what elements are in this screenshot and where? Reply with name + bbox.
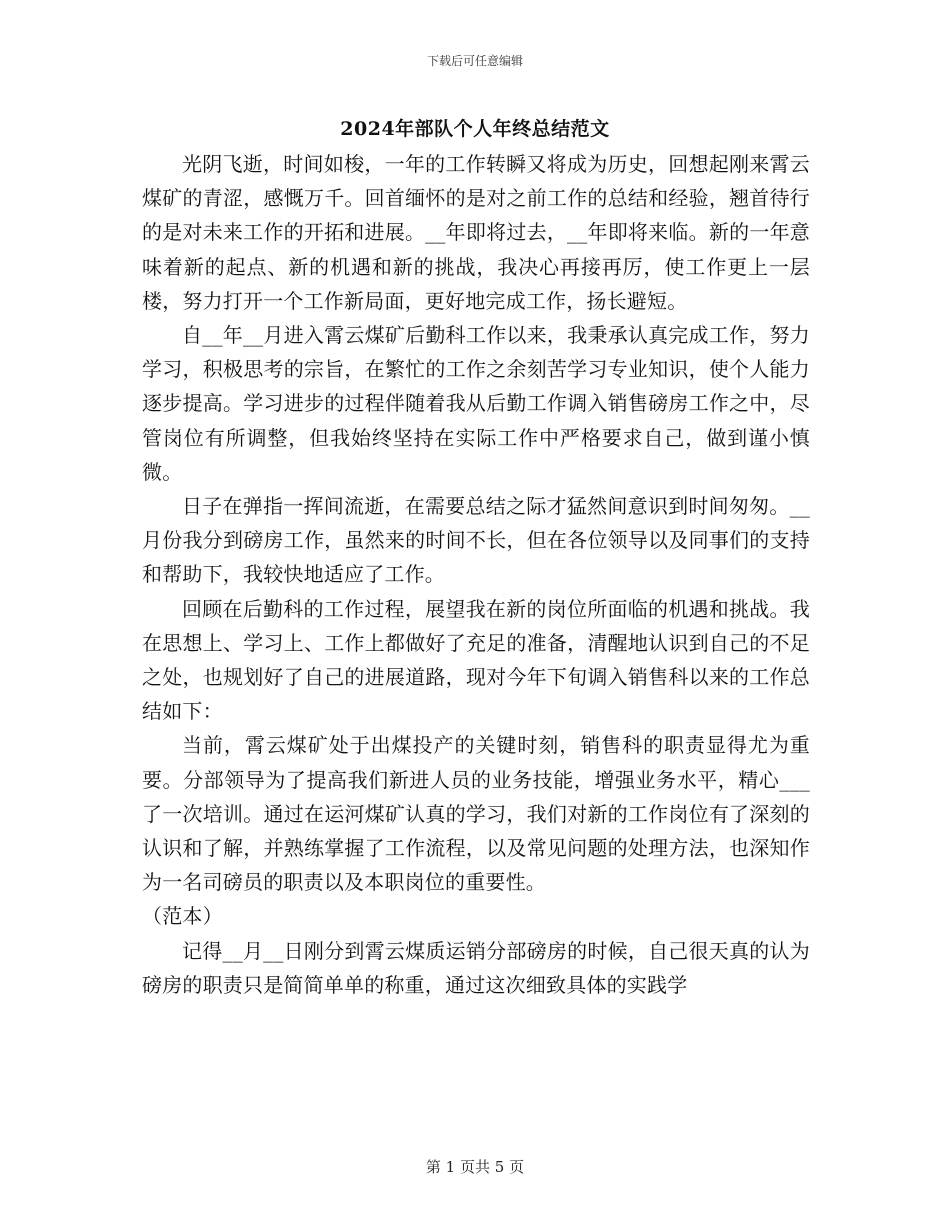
page-number: 第 1 页共 5 页 [425,1158,525,1176]
paragraph: 记得__月__日刚分到霄云煤质运销分部磅房的时候，自己很天真的认为磅房的职责只是简简单单的称重，通过这次细致具体的实践学 [142,938,810,997]
paragraph: 当前，霄云煤矿处于出煤投产的关键时刻，销售科的职责显得尤为重要。分部领导为了提高我们新进人员的业务技能，增强业务水平，精心___了一次培训。通过在运河煤矿认真的学习，我们对新的工作岗位有了深刻的认识和了解，并熟练掌握了工作流程，以及常见问题的处理方法，也深知作为一名司磅员的职责以及本职岗位的重要性。 [142,733,810,895]
paragraph: 自__年__月进入霄云煤矿后勤科工作以来，我秉承认真完成工作，努力学习，积极思考的宗旨，在繁忙的工作之余刻苦学习专业知识，使个人能力逐步提高。学习进步的过程伴随着我从后勤工作调入销售磅房工作之中，尽管岗位有所调整，但我始终坚持在实际工作中严格要求自己，做到谨小慎微。 [142,323,810,484]
sample-label: （范本） [142,904,223,929]
document-title: 2024年部队个人年终总结范文 [340,118,610,140]
paragraph: 光阴飞逝，时间如梭，一年的工作转瞬又将成为历史，回想起刚来霄云煤矿的青涩，感慨万千。回首缅怀的是对之前工作的总结和经验，翘首待行的是对未来工作的开拓和进展。__年即将过去，__年即将来临。新的一年意味着新的起点、新的机遇和新的挑战，我决心再接再厉，使工作更上一层楼，努力打开一个工作新局面，更好地完成工作，扬长避短。 [142,152,810,313]
paragraph: 日子在弹指一挥间流逝，在需要总结之际才猛然间意识到时间匆匆。__月份我分到磅房工作，虽然来的时间不长，但在各位领导以及同事们的支持和帮助下，我较快地适应了工作。 [142,494,810,587]
paragraph: 回顾在后勤科的工作过程，展望我在新的岗位所面临的机遇和挑战。我在思想上、学习上、工作上都做好了充足的准备，清醒地认识到自己的不足之处，也规划好了自己的进展道路，现对今年下旬调入销售科以来的工作总结如下： [142,596,810,724]
document-body [142,147,810,1002]
header-note: 下载后可任意编辑 [426,54,523,68]
